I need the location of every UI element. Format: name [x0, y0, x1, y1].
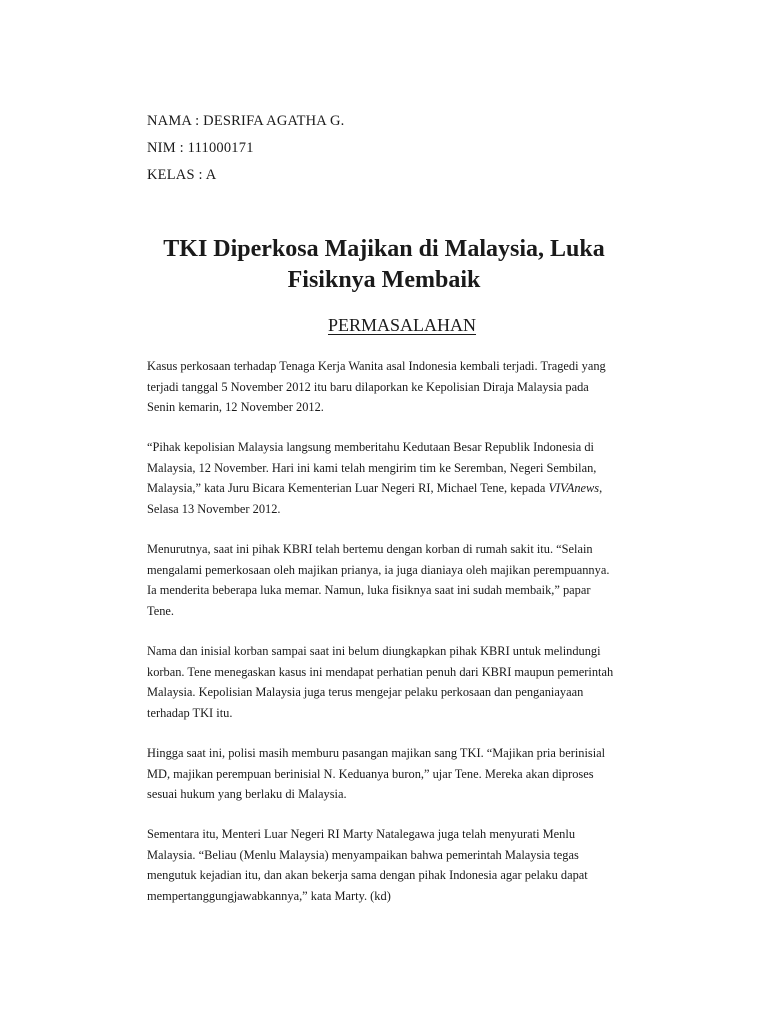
article-title-line-2: Fisiknya Membaik — [287, 267, 481, 293]
article-title — [90, 234, 678, 296]
publication-name: VIVAnews — [548, 481, 600, 496]
paragraph-line: Menurutnya, saat ini pihak KBRI telah bertemu dengan korban di rumah sakit itu. “Selain — [147, 542, 593, 557]
paragraph-line: Tene. — [147, 603, 174, 618]
paragraph-line: terhadap TKI itu. — [147, 705, 233, 720]
article-body — [147, 356, 647, 926]
paragraph-line: mempertanggungjawabkannya,” kata Marty. (kd) — [147, 888, 391, 903]
paragraph-line: terjadi tanggal 5 November 2012 itu baru dilaporkan ke Kepolisian Diraja Malaysia pada — [147, 379, 589, 394]
paragraph-3 — [147, 539, 647, 621]
paragraph-line: mengutuk kejadian itu, dan akan bekerja sama dengan pihak Indonesia agar pelaku dapat — [147, 868, 588, 883]
student-info — [147, 108, 345, 189]
paragraph-line: Malaysia. Kepolisian Malaysia juga terus mengejar pelaku perkosaan dan penganiayaan — [147, 685, 584, 700]
paragraph-4 — [147, 641, 647, 723]
paragraph-line: Hingga saat ini, polisi masih memburu pasangan majikan sang TKI. “Majikan pria berinisial — [147, 745, 606, 760]
paragraph-line: Nama dan inisial korban sampai saat ini belum diungkapkan pihak KBRI untuk melindungi — [147, 644, 601, 659]
paragraph-line: Ia menderita beberapa luka memar. Namun, luka fisiknya saat ini sudah membaik,” papar — [147, 583, 591, 598]
section-heading: PERMASALAHAN — [327, 315, 477, 335]
paragraph-line-text: Malaysia,” kata Juru Bicara Kementerian Luar Negeri RI, Michael Tene, kepada — [147, 481, 549, 496]
paragraph-line: Malaysia. “Beliau (Menlu Malaysia) menyampaikan bahwa pemerintah Malaysia tegas — [147, 847, 579, 862]
student-name: NAMA : DESRIFA AGATHA G. — [147, 113, 345, 129]
article-title-line-1: TKI Diperkosa Majikan di Malaysia, Luka — [163, 236, 605, 262]
paragraph-line: Kasus perkosaan terhadap Tenaga Kerja Wanita asal Indonesia kembali terjadi. Tragedi yang — [147, 359, 606, 373]
student-class: KELAS : A — [147, 167, 217, 183]
paragraph-line: Sementara itu, Menteri Luar Negeri RI Marty Natalegawa juga telah menyurati Menlu — [147, 827, 576, 842]
paragraph-line — [147, 478, 647, 499]
paragraph-line: “Pihak kepolisian Malaysia langsung memberitahu Kedutaan Besar Republik Indonesia di — [147, 440, 594, 455]
paragraph-line: Malaysia, 12 November. Hari ini kami telah mengirim tim ke Seremban, Negeri Sembilan, — [147, 460, 597, 475]
paragraph-line: Senin kemarin, 12 November 2012. — [147, 400, 324, 415]
paragraph-1 — [147, 356, 647, 418]
paragraph-5 — [147, 743, 647, 805]
paragraph-line: MD, majikan perempuan berinisial N. Keduanya buron,” ujar Tene. Mereka akan diproses — [147, 766, 594, 781]
paragraph-line: Selasa 13 November 2012. — [147, 502, 281, 517]
paragraph-2 — [147, 437, 647, 519]
paragraph-line: mengalami pemerkosaan oleh majikan prianya, ia juga dianiaya oleh majikan perempuannya. — [147, 562, 610, 577]
student-nim: NIM : 111000171 — [147, 140, 254, 156]
paragraph-line: korban. Tene menegaskan kasus ini mendapat perhatian penuh dari KBRI maupun pemerintah — [147, 664, 614, 679]
paragraph-line: sesuai hukum yang berlaku di Malaysia. — [147, 787, 347, 802]
paragraph-line-text: , — [599, 481, 603, 496]
paragraph-6 — [147, 824, 647, 906]
